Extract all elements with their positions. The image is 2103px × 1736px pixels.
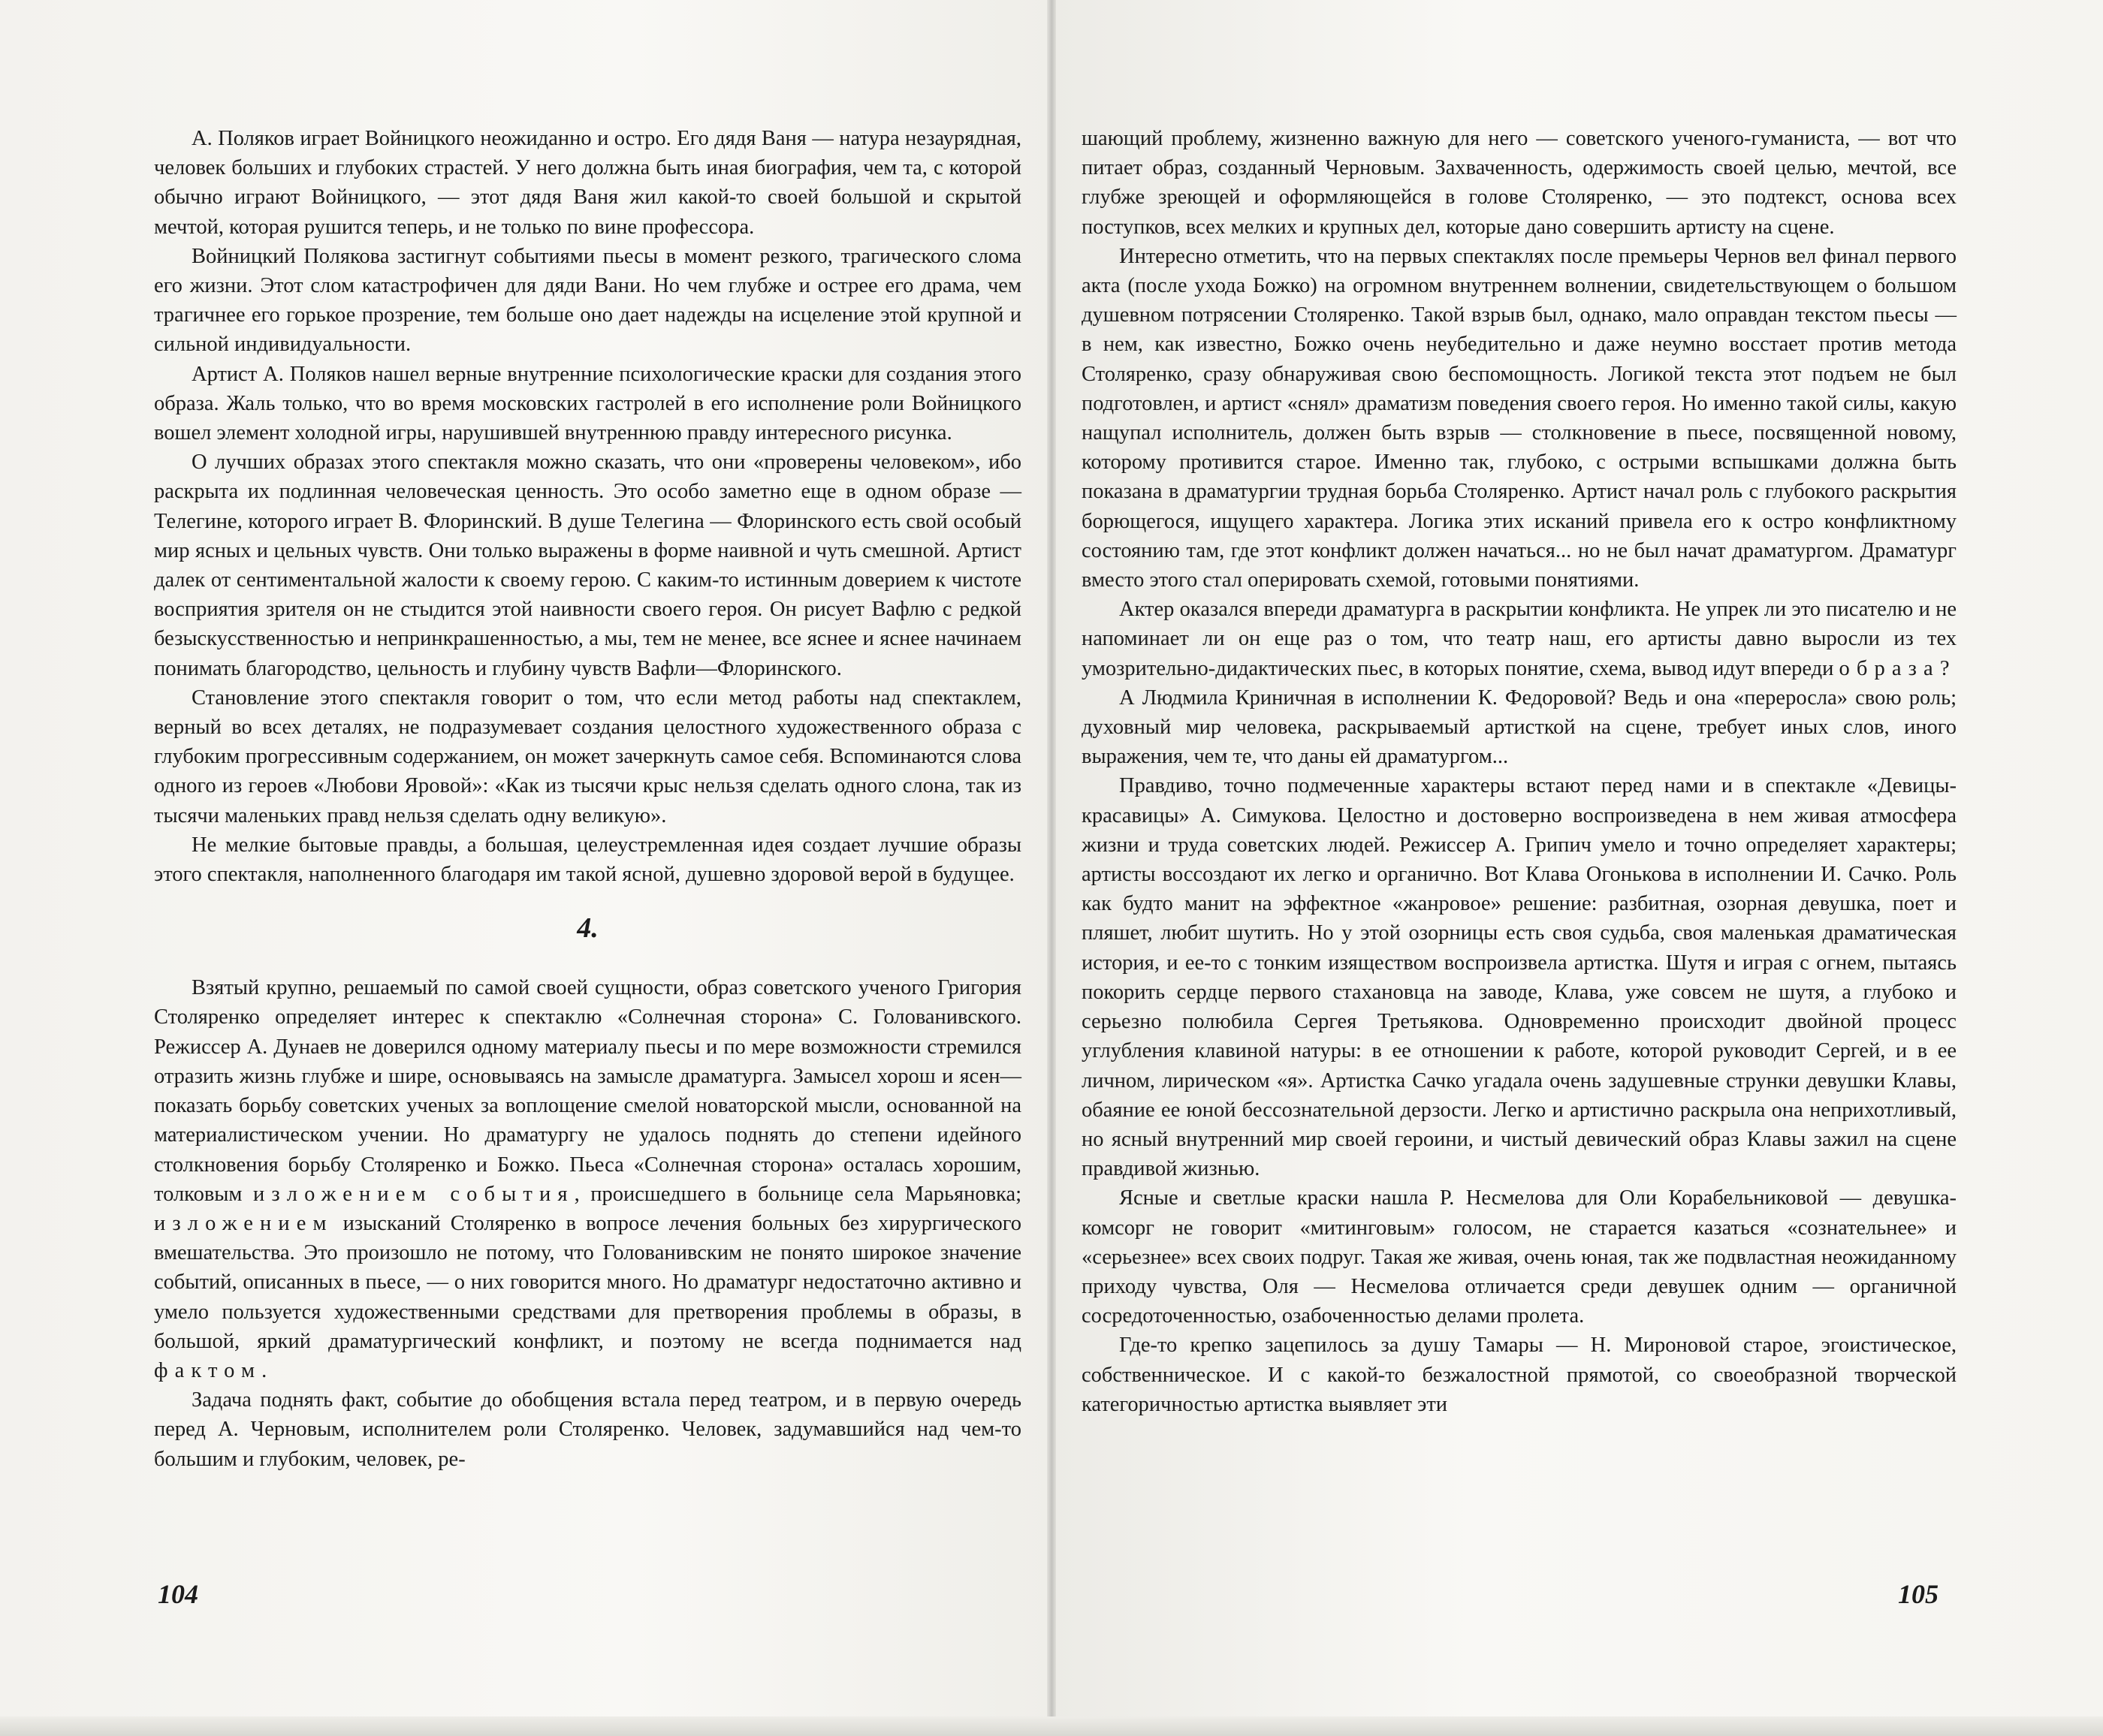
- spaced-emphasis: фактом: [154, 1358, 262, 1382]
- text-run: изысканий Столяренко в вопросе лечения больных без хирургического вмешательства. Это произошло не потому, что Голованивским не понято широкое значение событий, описанных в пьесе, — о них говорится много. Но драматург недостаточно активно и умело пользуется художественными средствами для претворения проблемы в образы, в большой, яркий драматургический конфликт, и поэтому не всегда поднимается над: [154, 1211, 1021, 1353]
- right-text-column: [1082, 124, 1957, 1419]
- paragraph: А Людмила Криничная в исполнении К. Федоровой? Ведь и она «переросла» свою роль; духовный мир человека, раскрываемый артисткой на сцене, требует иных слов, иного выражения, чем те, что даны ей драматургом...: [1082, 686, 1957, 769]
- paragraph: шающий проблему, жизненно важную для него — советского ученого-гуманиста, — вот что питает образ, созданный Черновым. Захваченность, одержимость своей целью, мечтой, все глубже зреющей и оформляющейся в голове Столяренко, — это подтекст, основа всех поступков, всех мелких и крупных дел, которые дано совершить артисту на сцене.: [1082, 127, 1957, 239]
- book-gutter: [1047, 0, 1056, 1736]
- text-run: ?: [1939, 656, 1950, 680]
- paragraph: [1082, 595, 1957, 683]
- text-run: Актер оказался впереди драматурга в раскрытии конфликта. Не упрек ли это писателю и не напоминает ли он еще раз о том, что театр наш, его артисты давно выросли из тех умозрительно-дидактических пьес, в которых понятие, схема, вывод идут впереди: [1082, 598, 1957, 680]
- right-page: [1052, 0, 2103, 1736]
- paragraph: Не мелкие бытовые правды, а большая, целеустремленная идея создает лучшие образы этого спектакля, наполненного благодаря им такой ясной, душевно здоровой верой в будущее.: [154, 833, 1021, 887]
- spaced-emphasis: изложением: [154, 1211, 333, 1235]
- spaced-emphasis: образа: [1839, 656, 1940, 680]
- text-run: .: [261, 1358, 267, 1382]
- paragraph: О лучших образах этого спектакля можно сказать, что они «проверены человеком», ибо раскрыта их подлинная человеческая ценность. Это особо заметно еще в одном образе — Телегине, которого играет В. Флоринский. В душе Телегина — Флоринского есть свой особый мир ясных и цельных чувств. Они только выражены в форме наивной и чуть смешной. Артист далек от сентиментальной жалости к своему герою. С каким-то истинным доверием к чистоте восприятия зрителя он не стыдится этой наивности своего героя. Он рисует Вафлю с редкой безыскусственностью и непринкрашенностью, а мы, тем не менее, все яснее и яснее начинаем понимать благородство, цельность и глубину чувств Вафли—Флоринского.: [154, 451, 1021, 680]
- page-bottom-edge: [0, 1716, 2103, 1736]
- paragraph: Задача поднять факт, событие до обобщения встала перед театром, и в первую очередь перед А. Черновым, исполнителем роли Столяренко. Человек, задумавшийся над чем-то большим и глубоким, человек, ре-: [154, 1388, 1021, 1471]
- paragraph: Становление этого спектакля говорит о том, что если метод работы над спектаклем, верный во всех деталях, не подразумевает создания целостного художественного образа с глубоким прогрессивным содержанием, он может зачеркнуть самое себя. Вспоминаются слова одного из героев «Любови Яровой»: «Как из тысячи крыс нельзя сделать одного слона, так из тысячи маленьких правд нельзя сделать одну великую».: [154, 686, 1021, 827]
- section-number: 4.: [577, 912, 599, 945]
- page-number-right: 105: [1898, 1579, 1939, 1609]
- paragraph: Войницкий Полякова застигнут событиями пьесы в момент резкого, трагического слома его жизни. Этот слом катастрофичен для дяди Вани. Но чем глубже и острее его драма, чем трагичнее его горькое прозрение, тем больше оно дает надежды на исцеление этой крупной и сильной индивидуальности.: [154, 244, 1021, 357]
- paragraph: Где-то крепко зацепилось за душу Тамары — Н. Мироновой старое, эгоистическое, собственническое. И с какой-то безжалостной прямотой, со своеобразной творческой категоричностью артистка выявляет эти: [1082, 1334, 1957, 1416]
- spaced-emphasis: изложением события: [253, 1182, 575, 1206]
- text-run: , происшедшего в больнице села Марьяновка;: [574, 1182, 1022, 1206]
- text-run: Взятый крупно, решаемый по самой своей сущности, образ советского ученого Григория Столяренко определяет интерес к спектаклю «Солнечная сторона» С. Голованивского. Режиссер А. Дунаев не доверился одному материалу пьесы и по мере возможности стремился отразить жизнь глубже и шире, основываясь на замысле драматурга. Замысел хорош и ясен—показать борьбу советских ученых за воплощение смелой новаторской мысли, основанной на материалистическом учении. Но драматургу не удалось поднять до степени идейного столкновения борьбу Столяренко и Божко. Пьеса «Солнечная сторона» осталась хорошим, толковым: [154, 976, 1021, 1206]
- paragraph: Правдиво, точно подмеченные характеры встают перед нами и в спектакле «Девицы-красавицы» А. Симукова. Целостно и достоверно воспроизведена в нем живая атмосфера жизни и труда советских людей. Режиссер А. Грипич умело и точно определяет характеры; артисты воссоздают их легко и органично. Вот Клава Огонькова в исполнении И. Сачко. Роль как будто манит на эффектное «жанровое» решение: разбитная, озорная девушка, поет и пляшет, любит шутить. Но у этой озорницы есть своя судьба, своя маленькая драматическая история, и ее-то с тонким изяществом воспроизвела артистка. Шутя и играя с огнем, пытаясь покорить сердце первого стахановца на заводе, Клава, уже совсем не шутя, а глубоко и серьезно полюбила Сергея Третьякова. Одновременно происходит двойной процесс углубления клавиной натуры: в ее отношении к работе, которой руководит Сергей, и в ее личном, лирическом «я». Артистка Сачко угадала очень задушевные струнки девушки Клавы, обаяние ее юной бессознательной дерзости. Легко и артистично раскрыла она неприхотливый, но ясный внутренний мир своей героини, и чистый девический образ Клавы зажил на сцене правдивой жизнью.: [1082, 774, 1957, 1181]
- paragraph: Артист А. Поляков нашел верные внутренние психологические краски для создания этого образа. Жаль только, что во время московских гастролей в его исполнение роли Войницкого вошел элемент холодной игры, нарушившей внутреннюю правду интересного рисунка.: [154, 362, 1021, 445]
- page-number-left: 104: [158, 1579, 198, 1609]
- paragraph: Ясные и светлые краски нашла Р. Несмелова для Оли Корабельниковой — девушка-комсорг не говорит «митинговым» голосом, не старается казаться «сознательнее» и «серьезнее» всех своих подруг. Такая же живая, очень юная, так же подвластная неожиданному приходу чувства, Оля — Несмелова отличается среди девушек одним — органичной сосредоточенностью, озабоченностью делами пролета.: [1082, 1186, 1957, 1328]
- left-text-column: [154, 124, 1021, 1474]
- paragraph: Интересно отметить, что на первых спектаклях после премьеры Чернов вел финал первого акта (после ухода Божко) на огромном внутреннем волнении, свидетельствующем о большом душевном потрясении Столяренко. Такой взрыв был, однако, мало оправдан текстом пьесы — в нем, как известно, Божко очень неубедительно и даже неумно восстает против метода Столяренко, сразу обнаруживая свою беспомощность. Логикой текста этот подъем не был подготовлен, и артист «снял» драматизм поведения своего героя. Но именно такой силы, какую нащупал исполнитель, должен быть взрыв — столкновение в пьесе, посвященной новому, которому противится старое. Именно так, глубоко, с острыми вспышками должна быть показана в драматургии трудная борьба Столяренко. Артист начал роль с глубокого раскрытия борющегося, ищущего характера. Логика этих исканий привела его к остро конфликтному состоянию там, где этот конфликт должен начаться... но не был начат драматургом. Драматург вместо этого стал оперировать схемой, готовыми понятиями.: [1082, 244, 1957, 592]
- paragraph: А. Поляков играет Войницкого неожиданно и остро. Его дядя Ваня — натура незаурядная, человек больших и глубоких страстей. У него должна быть иная биография, чем та, с которой обычно играют Войницкого, — этот дядя Ваня жил какой-то своей большой и скрытой мечтой, которая рушится теперь, и не только по вине профессора.: [154, 127, 1021, 239]
- paragraph: [154, 973, 1021, 1385]
